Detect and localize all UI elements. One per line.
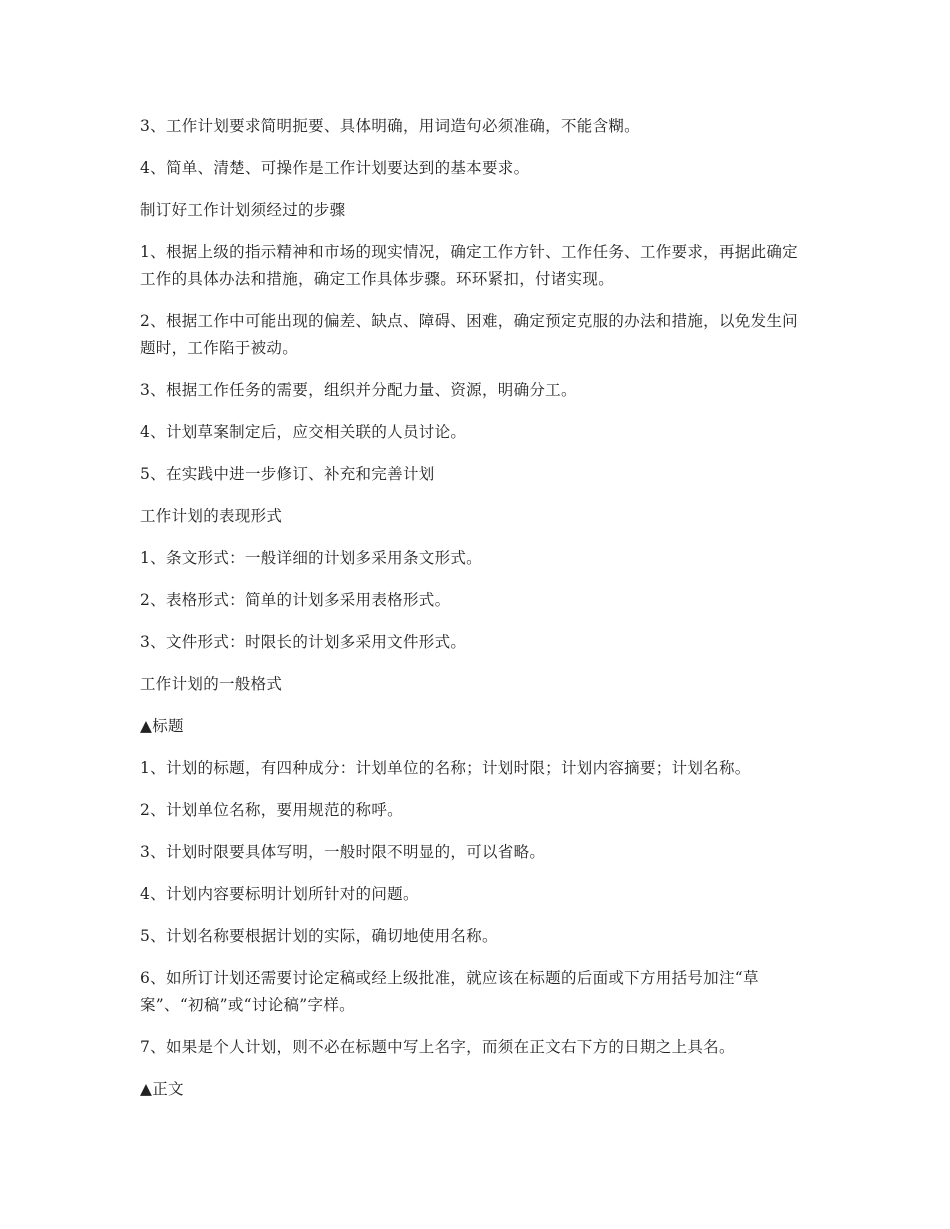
subheading-title: ▲标题 [140,717,184,735]
paragraph-form-1: 1、条文形式：一般详细的计划多采用条文形式。 [140,549,482,567]
subheading-body: ▲正文 [140,1080,184,1098]
paragraph-form-3: 3、文件形式：时限长的计划多采用文件形式。 [140,633,467,651]
paragraph-title-2: 2、计划单位名称，要用规范的称呼。 [140,801,403,819]
paragraph-title-4: 4、计划内容要标明计划所针对的问题。 [140,885,419,903]
paragraph-step-2: 2、根据工作中可能出现的偏差、缺点、障碍、困难，确定预定克服的办法和措施，以免发生问题时，工作陷于被动。 [140,312,798,357]
section-heading-steps: 制订好工作计划须经过的步骤 [140,201,346,219]
paragraph-step-5: 5、在实践中进一步修订、补充和完善计划 [140,465,435,483]
section-heading-format: 工作计划的一般格式 [140,675,283,693]
paragraph-title-6: 6、如所订计划还需要讨论定稿或经上级批准，就应该在标题的后面或下方用括号加注“草案”、“初稿”或“讨论稿”字样。 [140,969,759,1014]
paragraph-form-2: 2、表格形式：简单的计划多采用表格形式。 [140,591,451,609]
paragraph-title-1: 1、计划的标题，有四种成分：计划单位的名称；计划时限；计划内容摘要；计划名称。 [140,759,751,777]
paragraph-step-3: 3、根据工作任务的需要，组织并分配力量、资源，明确分工。 [140,381,577,399]
paragraph-title-3: 3、计划时限要具体写明，一般时限不明显的，可以省略。 [140,843,546,861]
paragraph-step-4: 4、计划草案制定后，应交相关联的人员讨论。 [140,423,467,441]
paragraph-title-5: 5、计划名称要根据计划的实际，确切地使用名称。 [140,927,498,945]
document-body [140,113,812,1118]
paragraph-step-1: 1、根据上级的指示精神和市场的现实情况，确定工作方针、工作任务、工作要求，再据此确定工作的具体办法和措施，确定工作具体步骤。环环紧扣，付诸实现。 [140,243,798,288]
section-heading-forms: 工作计划的表现形式 [140,507,283,525]
paragraph-requirement-4: 4、简单、清楚、可操作是工作计划要达到的基本要求。 [140,159,530,177]
paragraph-requirement-3: 3、工作计划要求简明扼要、具体明确，用词造句必须准确，不能含糊。 [140,117,640,135]
paragraph-title-7: 7、如果是个人计划，则不必在标题中写上名字，而须在正文右下方的日期之上具名。 [140,1038,735,1056]
